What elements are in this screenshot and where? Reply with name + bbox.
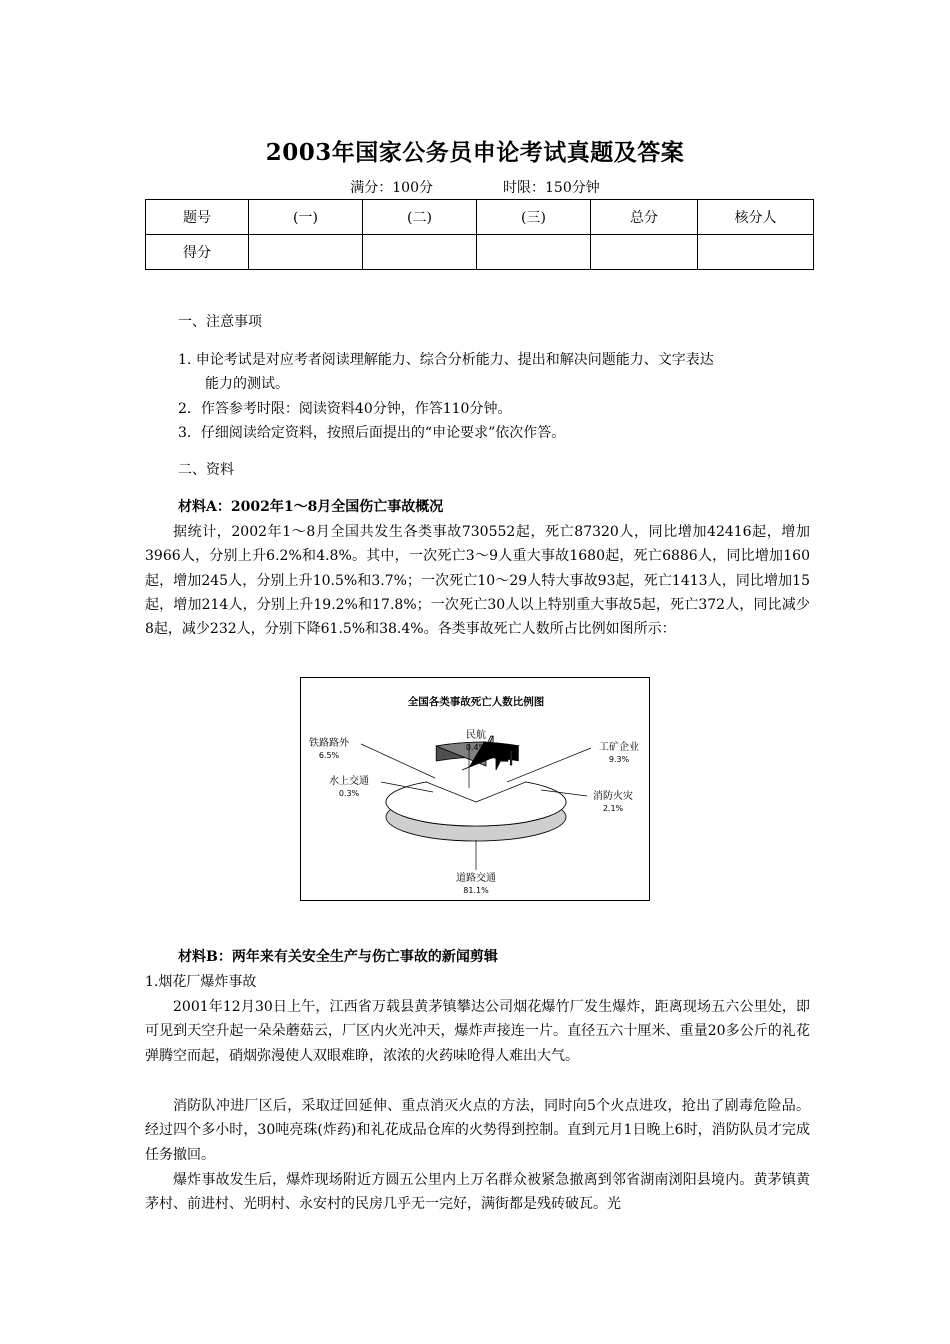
slice-name-label: 民航 xyxy=(466,730,486,741)
material-b-paragraph-3: 爆炸事故发生后，爆炸现场附近方圆五公里内上万名群众被紧急撤离到邻省湖南浏阳县境内。黄茅镇黄茅村、前进村、光明村、永安村的民房几乎无一完好，满街都是残砖破瓦。光 xyxy=(145,1172,810,1213)
slice-value-label: 6.5% xyxy=(318,751,340,760)
slice-value-label: 2.1% xyxy=(602,804,624,813)
table-cell: (二) xyxy=(363,200,477,235)
pie-chart-svg xyxy=(301,678,651,902)
pie-slice xyxy=(386,782,566,826)
table-cell xyxy=(249,235,363,270)
material-a-body: 据统计，2002年1～8月全国共发生各类事故730552起，死亡87320人，同比增加42416起，增加3966人，分别上升6.2%和4.8%。其中，一次死亡3～9人重大事故1680起，死亡6886人，同比增加160起，增加245人，分别上升10.5%和3.7%；一次死亡10～29人特大事故93起，死亡1413人，同比增加15起，增加214人，分别上升19.2%和17.8%；一次死亡30人以上特别重大事故5起，死亡372人，同比减少8起，减少232人，分别下降61.5%和38.4%。各类事故死亡人数所占比例如图所示： xyxy=(145,524,810,638)
slice-name-label: 道路交通 xyxy=(456,873,496,884)
table-cell: 得分 xyxy=(146,235,249,270)
table-row xyxy=(146,200,814,235)
table-cell: 总分 xyxy=(591,200,698,235)
slice-value-label: 81.1% xyxy=(463,886,489,895)
document-title: 2003年国家公务员申论考试真题及答案 xyxy=(265,139,685,166)
material-b-subheading: 1.烟花厂爆炸事故 xyxy=(145,974,257,990)
pie-slice-side xyxy=(510,750,511,765)
material-b-paragraph-2: 消防队冲进厂区后，采取迂回延伸、重点消灭火点的方法，同时向5个火点进攻，抢出了剧毒危险品。经过四个多小时，30吨亮珠(炸药)和礼花成品仓库的火势得到控制。直到元月1日晚上6时，消防队员才完成任务撤回。 xyxy=(145,1098,810,1163)
chart-title: 全国各类事故死亡人数比例图 xyxy=(407,696,545,708)
leader-line xyxy=(361,744,435,778)
slice-name-label: 消防火灾 xyxy=(593,791,633,802)
table-cell: (一) xyxy=(249,200,363,235)
slice-name-label: 工矿企业 xyxy=(599,742,639,753)
slice-value-label: 0.4% xyxy=(465,743,487,752)
table-row xyxy=(146,235,814,270)
materials-heading: 二、资料 xyxy=(178,462,234,478)
table-cell: 核分人 xyxy=(698,200,814,235)
table-cell xyxy=(477,235,591,270)
note-item-1-cont: 能力的测试。 xyxy=(205,376,289,392)
material-b-paragraph-1: 2001年12月30日上午，江西省万载县黄茅镇攀达公司烟花爆竹厂发生爆炸，距离现场五六公里处，即可见到天空升起一朵朵蘑菇云，厂区内火光冲天，爆炸声接连一片。直径五六十厘米、重量20多公斤的礼花弹腾空而起，硝烟弥漫使人双眼难睁，浓浓的火药味呛得人难出大气。 xyxy=(145,999,810,1064)
slice-value-label: 0.3% xyxy=(338,789,360,798)
table-cell: 题号 xyxy=(146,200,249,235)
note-item-1: 1. 申论考试是对应考者阅读理解能力、综合分析能力、提出和解决问题能力、文字表达 xyxy=(178,352,714,368)
time-limit: 时限：150分钟 xyxy=(503,180,600,196)
pie-chart xyxy=(300,677,650,901)
slice-name-label: 水上交通 xyxy=(329,776,369,787)
note-item-3: 3．仔细阅读给定资料，按照后面提出的“申论要求”依次作答。 xyxy=(178,425,566,441)
leader-line xyxy=(507,748,591,782)
slice-value-label: 9.3% xyxy=(608,755,630,764)
table-cell xyxy=(591,235,698,270)
notes-heading: 一、注意事项 xyxy=(178,314,262,330)
table-cell: (三) xyxy=(477,200,591,235)
score-table xyxy=(145,199,814,270)
exam-info xyxy=(0,177,950,197)
material-b-title: 材料B：两年来有关安全生产与伤亡事故的新闻剪辑 xyxy=(178,949,498,965)
slice-name-label: 铁路路外 xyxy=(309,738,349,749)
full-score: 满分：100分 xyxy=(350,180,433,196)
table-cell xyxy=(363,235,477,270)
note-item-2: 2．作答参考时限：阅读资料40分钟，作答110分钟。 xyxy=(178,401,512,417)
table-cell xyxy=(698,235,814,270)
material-a-title: 材料A：2002年1～8月全国伤亡事故概况 xyxy=(178,499,444,515)
